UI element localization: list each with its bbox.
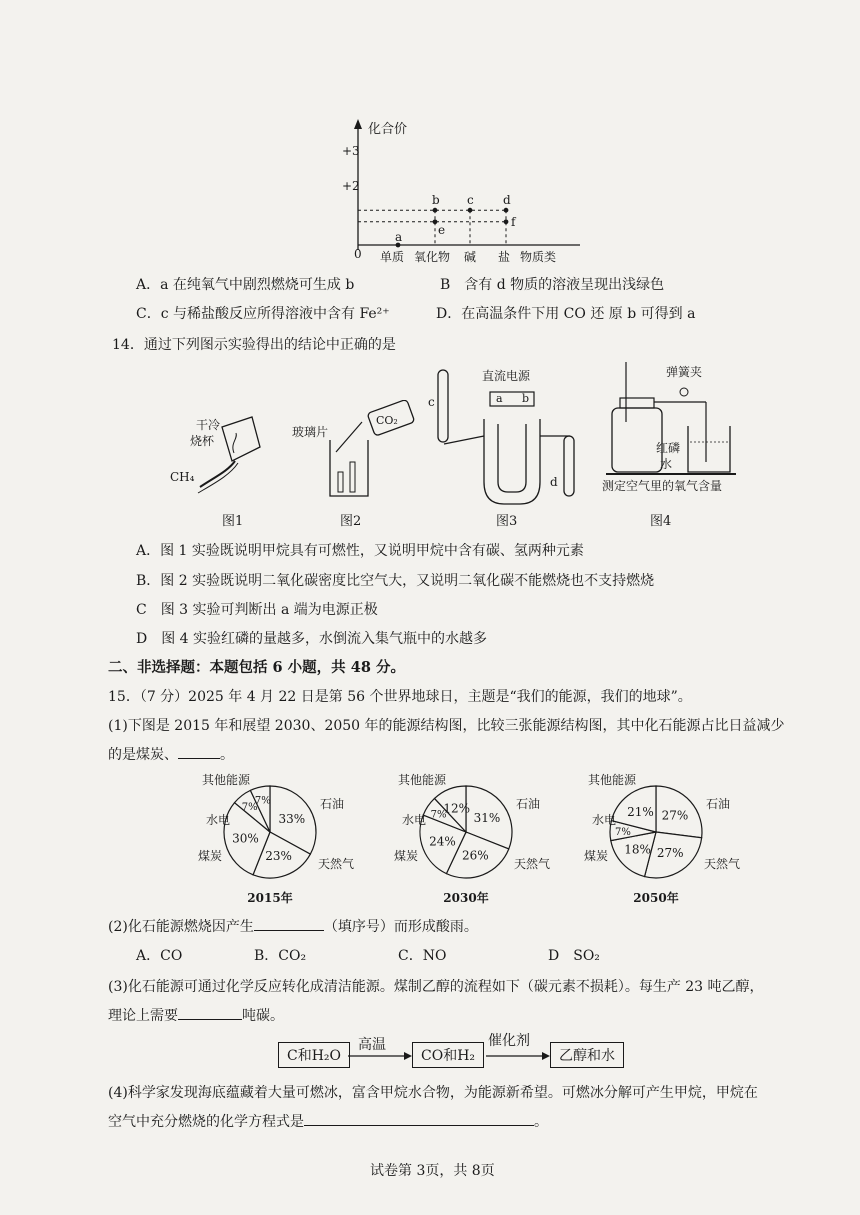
- fig1-label-beaker: 烧杯: [190, 434, 215, 448]
- x-axis-label: 物质类: [520, 250, 557, 264]
- q15-part2-option-a: A．CO: [136, 948, 183, 964]
- pie-legend-label: 天然气: [704, 857, 741, 871]
- fig4-water-label: 水: [660, 457, 673, 471]
- answer-blank-3[interactable]: [178, 1018, 242, 1020]
- point-label-c: c: [467, 193, 474, 208]
- beaker-icon: [330, 440, 368, 496]
- figure-3-electrolysis: [424, 364, 594, 509]
- water-beaker-icon: [688, 426, 730, 472]
- fig4-clip-label: 弹簧夹: [666, 365, 703, 379]
- pie-legend-label: 水电: [591, 813, 616, 827]
- fig2-label: 玻璃片: [292, 425, 329, 439]
- q13-option-d: D．在高温条件下用 CO 还 原 b 可得到 a: [436, 306, 696, 322]
- q15-part2-option-b: B．CO₂: [254, 948, 307, 964]
- fig1-caption: 图1: [222, 514, 244, 529]
- pie-legend-label: 石油: [320, 797, 345, 811]
- point-label-b: b: [432, 193, 440, 208]
- flame-icon: [233, 433, 236, 453]
- fig2-gas-label: CO₂: [376, 414, 398, 427]
- gas-tube-icon: [200, 461, 235, 487]
- figure-2-co2-candles: [290, 400, 430, 505]
- q13-option-b: B 含有 d 物质的溶液呈现出浅绿色: [440, 277, 665, 293]
- pie-pct-label: 27%: [656, 845, 684, 860]
- y-axis-arrow: [354, 119, 362, 129]
- fig4-title: 测定空气里的氧气含量: [602, 479, 723, 493]
- pie-chart-2015年: [198, 772, 354, 905]
- pie-legend-label: 煤炭: [197, 849, 222, 863]
- fig3-a-label: a: [496, 392, 503, 405]
- pie-legend-label: 石油: [516, 797, 541, 811]
- gas-jar-icon: [612, 408, 662, 472]
- glass-plate-icon: [336, 422, 362, 452]
- q15-part3-line2: 理论上需要 吨碳。: [108, 1008, 284, 1024]
- point-f: [504, 219, 509, 224]
- q14-option-d: D 图 4 实验红磷的量越多，水倒流入集气瓶中的水越多: [136, 631, 488, 647]
- y-tick-label: +2: [342, 179, 360, 193]
- pie-pct-label: 21%: [627, 805, 654, 820]
- pie-pct-label: 7%: [430, 809, 447, 821]
- flow-arrow-2-icon: [486, 1050, 550, 1062]
- data-points: [395, 193, 517, 247]
- pie-chart-2030年: [394, 772, 550, 905]
- grid-lines: [358, 210, 506, 245]
- point-c: [468, 208, 473, 213]
- point-label-f: f: [511, 214, 516, 229]
- figure-4-oxygen-measure: [596, 362, 766, 502]
- y-axis-label: 化合价: [368, 122, 408, 137]
- flow-box-2: CO和H₂: [412, 1042, 484, 1068]
- answer-blank-4[interactable]: [304, 1124, 534, 1126]
- q14-option-c: C 图 3 实验可判断出 a 端为电源正极: [136, 602, 378, 618]
- q15-part1-line2: 的是煤炭、 。: [108, 747, 234, 763]
- flow-arrow-1-label: 高温: [358, 1037, 386, 1053]
- pie-year-label: 2050年: [633, 891, 679, 905]
- flow-arrow-2-label: 催化剂: [488, 1033, 530, 1049]
- pie-legend-label: 水电: [401, 813, 426, 827]
- q15-part2-option-d: D SO₂: [548, 948, 600, 964]
- point-e: [433, 219, 438, 224]
- test-tube-d-icon: [564, 436, 574, 496]
- pie-year-label: 2030年: [443, 891, 489, 905]
- flow-box-1: C和H₂O: [278, 1042, 350, 1068]
- fig2-caption: 图2: [340, 514, 362, 529]
- valence-chart: [330, 115, 630, 265]
- fig3-power-label: 直流电源: [482, 369, 531, 383]
- fig1-label-cold: 干冷: [196, 418, 221, 432]
- test-tube-c-icon: [438, 370, 448, 442]
- q15-part3-line1: (3)化石能源可通过化学反应转化成清洁能源。煤制乙醇的流程如下（碳元素不损耗）。每生产 23 吨乙醇，: [108, 979, 764, 995]
- pie-legend-label: 天然气: [514, 857, 551, 871]
- stopper-icon: [620, 398, 654, 408]
- fig4-caption: 图4: [650, 514, 672, 529]
- u-tube-icon: [484, 419, 540, 504]
- q15-part4-line2: 空气中充分燃烧的化学方程式是 。: [108, 1114, 548, 1130]
- fig3-b-label: b: [522, 392, 530, 405]
- pie-pct-label: 7%: [241, 801, 258, 813]
- fig3-caption: 图3: [496, 514, 518, 529]
- point-label-d: d: [503, 193, 511, 208]
- x-cat-label: 单质: [380, 250, 405, 264]
- point-d: [504, 208, 509, 213]
- pie-pct-label: 27%: [661, 808, 689, 823]
- q13-option-a: A．a 在纯氧气中剧烈燃烧可生成 b: [136, 277, 355, 293]
- energy-pie-charts: [170, 768, 750, 908]
- pie-legend-label: 煤炭: [583, 849, 608, 863]
- pie-legend-label: 其他能源: [201, 773, 250, 787]
- pie-pct-label: 7%: [614, 826, 631, 838]
- pie-legend-label: 水电: [205, 813, 230, 827]
- fig3-d-label: d: [550, 475, 558, 489]
- q15-part1-line1: (1)下图是 2015 年和展望 2030、2050 年的能源结构图，比较三张能源结构图，其中化石能源占比日益减少: [108, 718, 785, 734]
- pie-pct-label: 26%: [461, 848, 489, 863]
- pie-pct-label: 7%: [254, 795, 271, 807]
- pie-year-label: 2015年: [247, 891, 293, 905]
- pie-legend-label: 其他能源: [587, 773, 636, 787]
- point-b: [433, 208, 438, 213]
- pie-legend-label: 其他能源: [397, 773, 446, 787]
- pie-legend-label: 天然气: [318, 857, 355, 871]
- pie-pct-label: 30%: [232, 831, 259, 846]
- q14-option-b: B．图 2 实验既说明二氧化碳密度比空气大，又说明二氧化碳不能燃烧也不支持燃烧: [136, 573, 655, 589]
- q15-stem: 15．（7 分）2025 年 4 月 22 日是第 56 个世界地球日，主题是“我们的能源，我们的地球”。: [108, 689, 692, 705]
- section-2-heading: 二、非选择题：本题包括 6 小题，共 48 分。: [108, 659, 405, 676]
- pie-pct-label: 24%: [429, 834, 456, 849]
- q14-option-a: A．图 1 实验既说明甲烷具有可燃性，又说明甲烷中含有碳、氢两种元素: [136, 543, 584, 559]
- candle-icon: [350, 462, 355, 492]
- pie-pct-label: 31%: [473, 810, 501, 825]
- pie-pct-label: 18%: [624, 842, 651, 857]
- page-footer: 试卷第 3页，共 8页: [370, 1163, 495, 1179]
- x-cat-label: 碱: [464, 250, 477, 264]
- point-label-a: a: [395, 230, 403, 244]
- q14-stem: 14．通过下列图示实验得出的结论中正确的是: [112, 337, 396, 353]
- pie-pct-label: 23%: [265, 848, 292, 863]
- pie-chart-2050年: [584, 772, 740, 905]
- x-cat-label: 盐: [498, 250, 511, 264]
- q13-option-c: C．c 与稀盐酸反应所得溶液中含有 Fe²⁺: [136, 306, 390, 322]
- pie-pct-label: 33%: [278, 812, 306, 827]
- y-tick-label: +3: [342, 144, 360, 158]
- x-cat-label: 氧化物: [414, 250, 451, 264]
- pie-pct-label: 12%: [443, 801, 471, 816]
- fig3-c-label: c: [428, 395, 435, 409]
- spring-clip-icon: [680, 388, 688, 396]
- cold-beaker-icon: [222, 417, 260, 461]
- answer-blank-1[interactable]: [178, 757, 220, 759]
- figure-1-methane-burning: [160, 395, 280, 505]
- point-label-e: e: [438, 222, 446, 237]
- answer-blank-2[interactable]: [254, 929, 324, 931]
- q15-part2-option-c: C．NO: [398, 948, 447, 964]
- flow-arrow-1-icon: [348, 1050, 412, 1062]
- flow-box-3: 乙醇和水: [550, 1042, 624, 1068]
- pie-legend-label: 石油: [706, 797, 731, 811]
- fig1-gas-label: CH₄: [170, 470, 195, 484]
- fig4-phosphorus-label: 红磷: [656, 441, 681, 455]
- origin-label: 0: [354, 247, 362, 261]
- q15-part4-line1: (4)科学家发现海底蕴藏着大量可燃冰，富含甲烷水合物，为能源新希望。可燃冰分解可产生甲烷，甲烷在: [108, 1085, 758, 1101]
- q15-part1-text: 的是煤炭、: [108, 747, 178, 763]
- q15-part2: (2)化石能源燃烧因产生 （填序号）而形成酸雨。: [108, 919, 478, 935]
- pie-legend-label: 煤炭: [393, 849, 418, 863]
- candle-icon: [338, 472, 343, 492]
